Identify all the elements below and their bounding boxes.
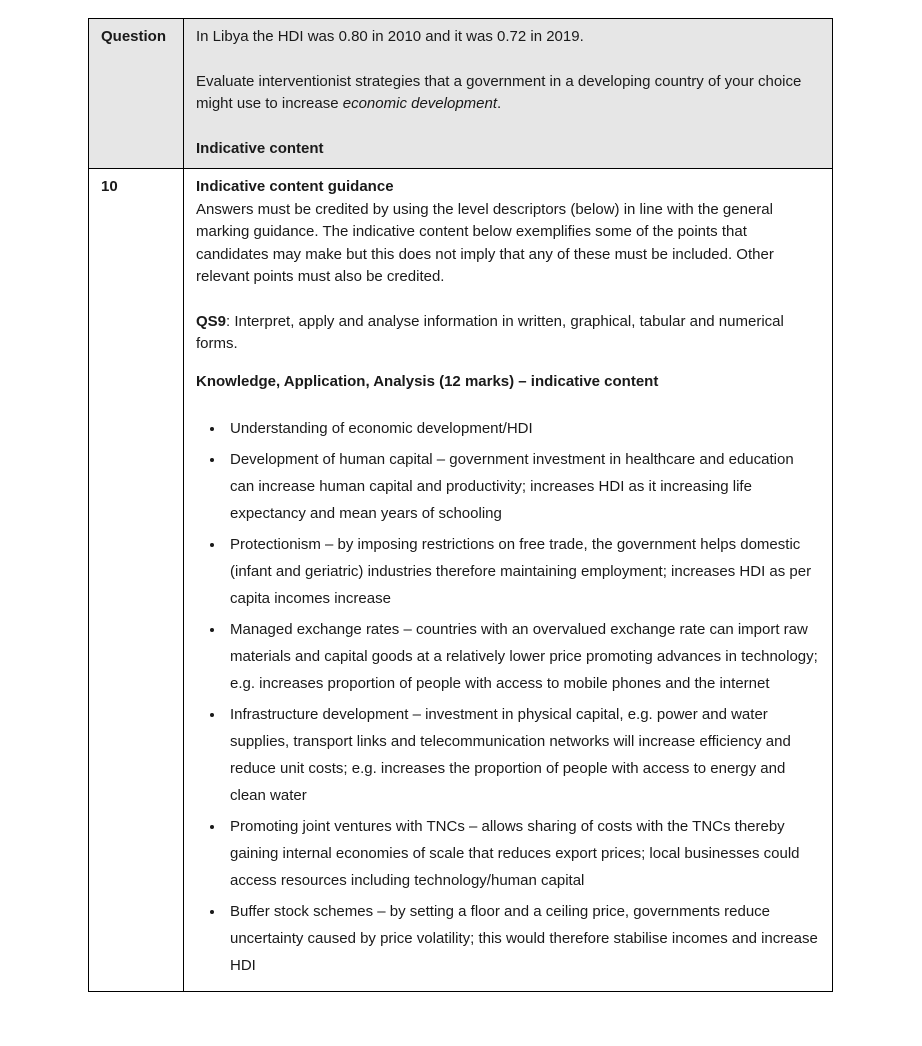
task-text-start: Evaluate interventionist strategies that a government in a developing country of your choice might use to increase — [196, 72, 802, 112]
question-number-cell — [89, 169, 184, 992]
question-label: Question — [101, 28, 167, 45]
bullet-item-6: • Promoting joint ventures with TNCs – allows sharing of costs with the TNCs thereby gaining internal economies of scale that reduces export prices; local businesses could access resources including technology/human capital — [225, 813, 820, 894]
bullet-item-3: • Protectionism – by imposing restrictions on free trade, the government helps domestic (infant and geriatric) industries therefore maintaining employment; increases HDI as per capita incomes increase — [225, 531, 820, 612]
marks-heading: Knowledge, Application, Analysis (12 marks) – indicative content — [196, 372, 659, 390]
answer-guidance-row — [89, 169, 833, 992]
guidance-title: Indicative content guidance — [196, 178, 394, 195]
indicative-bullet-list — [196, 415, 820, 979]
bullet-item-5: • Infrastructure development – investment in physical capital, e.g. power and water supplies, transport links and telecommunication networks will increase efficiency and reduce unit costs; e.g. increases the proportion of people with access to energy and clean water — [225, 701, 820, 809]
question-number: 10 — [101, 178, 118, 195]
bullet-item-7: • Buffer stock schemes – by setting a floor and a ceiling price, governments reduce uncertainty caused by price volatility; this would therefore stabilise incomes and increase HDI — [225, 898, 820, 979]
task-statement — [196, 71, 820, 116]
qs9-label: QS9 — [196, 312, 227, 330]
guidance-paragraph: Answers must be credited by using the level descriptors (below) in line with the general marking guidance. The indicative content below exemplifies some of the points that candidates may make but this does not imply that any of these must be included. Other relevant points must also be credited. — [196, 200, 774, 285]
question-label-cell — [89, 19, 184, 169]
bullet-item-1: • Understanding of economic development/HDI — [225, 415, 820, 442]
task-text-end: . — [497, 95, 502, 112]
task-text-italic: economic development — [342, 95, 498, 112]
bullet-item-2: • Development of human capital – government investment in healthcare and education can increase human capital and productivity; increases HDI as it increasing life expectancy and mean years of schooling — [225, 446, 820, 527]
bullet-item-4: • Managed exchange rates – countries with an overvalued exchange rate can import raw materials and capital goods at a relatively lower price promoting advances in technology; e.g. increases proportion of people with access to mobile phones and the internet — [225, 616, 820, 697]
indicative-content-label: Indicative content — [196, 139, 324, 157]
hdi-statement: In Libya the HDI was 0.80 in 2010 and it was 0.72 in 2019. — [196, 28, 584, 45]
mark-scheme-table — [88, 18, 833, 992]
qs9-text: : Interpret, apply and analyse information in written, graphical, tabular and numerical forms. — [196, 312, 784, 352]
guidance-cell — [184, 169, 833, 992]
question-text-cell — [184, 19, 833, 169]
question-header-row — [89, 19, 833, 169]
qs9-statement — [196, 311, 820, 356]
